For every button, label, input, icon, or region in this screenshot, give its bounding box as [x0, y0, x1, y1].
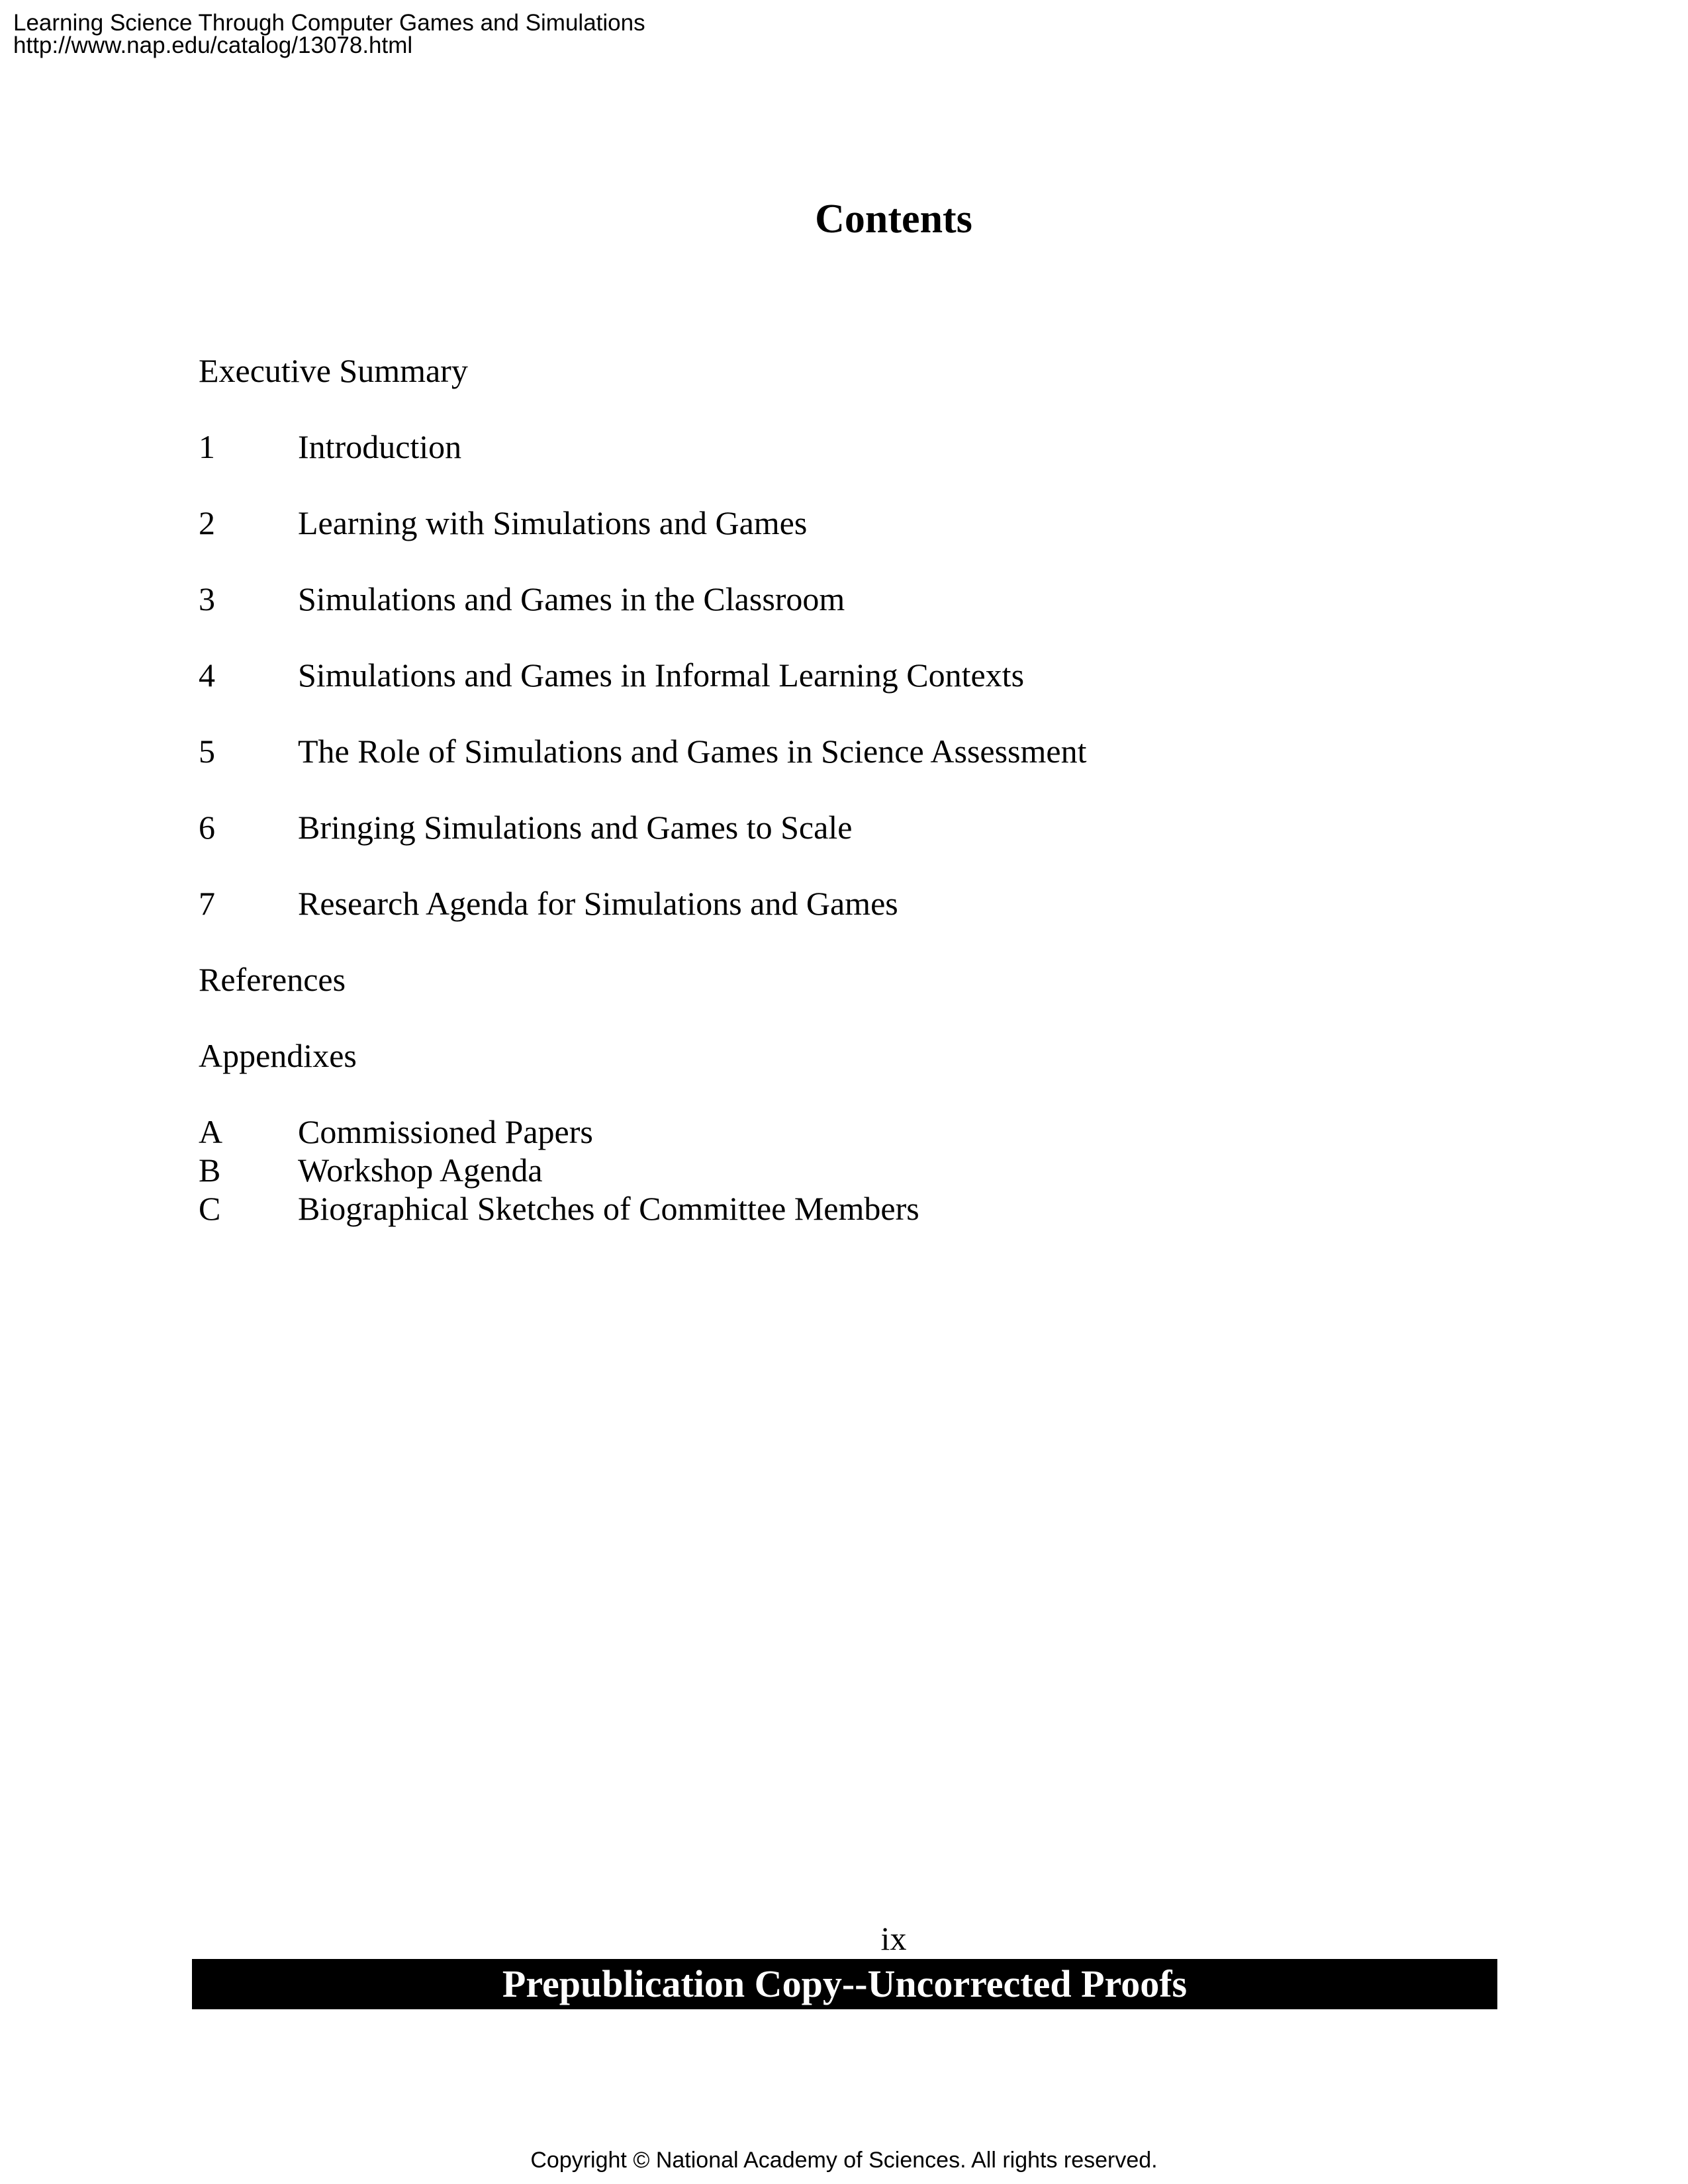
- chapter-title: Simulations and Games in Informal Learning Contexts: [298, 657, 1025, 694]
- appendix-letter: A: [199, 1113, 223, 1150]
- toc-appendixes[interactable]: [199, 1036, 357, 1075]
- toc-references[interactable]: [199, 960, 346, 999]
- chapter-title: Research Agenda for Simulations and Games: [298, 885, 898, 922]
- chapter-number: 6: [199, 809, 215, 846]
- appendix-title: Biographical Sketches of Committee Members: [298, 1190, 919, 1227]
- appendix-letter: C: [199, 1190, 221, 1227]
- toc-entry-label: References: [199, 961, 346, 998]
- toc-entry-label: Appendixes: [199, 1037, 357, 1074]
- catalog-url[interactable]: http://www.nap.edu/catalog/13078.html: [13, 32, 413, 58]
- appendix-title: Commissioned Papers: [298, 1113, 593, 1150]
- chapter-title: Simulations and Games in the Classroom: [298, 580, 845, 617]
- chapter-title: Bringing Simulations and Games to Scale: [298, 809, 853, 846]
- appendix-letter: B: [199, 1152, 221, 1189]
- chapter-number: 7: [199, 885, 215, 922]
- appendix-title: Workshop Agenda: [298, 1152, 543, 1189]
- chapter-number: 2: [199, 504, 215, 541]
- chapter-number: 5: [199, 733, 215, 770]
- chapter-title: Introduction: [298, 428, 462, 465]
- chapter-number: 4: [199, 657, 215, 694]
- chapter-number: 1: [199, 428, 215, 465]
- page-title: Contents: [815, 197, 972, 242]
- chapter-number: 3: [199, 580, 215, 617]
- toc-entry-label: Executive Summary: [199, 352, 468, 389]
- chapter-title: Learning with Simulations and Games: [298, 504, 808, 541]
- page-number: ix: [880, 1920, 907, 1957]
- copyright-notice: Copyright © National Academy of Sciences. All rights reserved.: [530, 2148, 1158, 2173]
- prepublication-banner: Prepublication Copy--Uncorrected Proofs: [192, 1959, 1497, 2009]
- toc-executive-summary[interactable]: [199, 351, 468, 390]
- document-header: [13, 12, 645, 57]
- chapter-title: The Role of Simulations and Games in Science Assessment: [298, 733, 1087, 770]
- book-title: Learning Science Through Computer Games and Simulations: [13, 10, 645, 36]
